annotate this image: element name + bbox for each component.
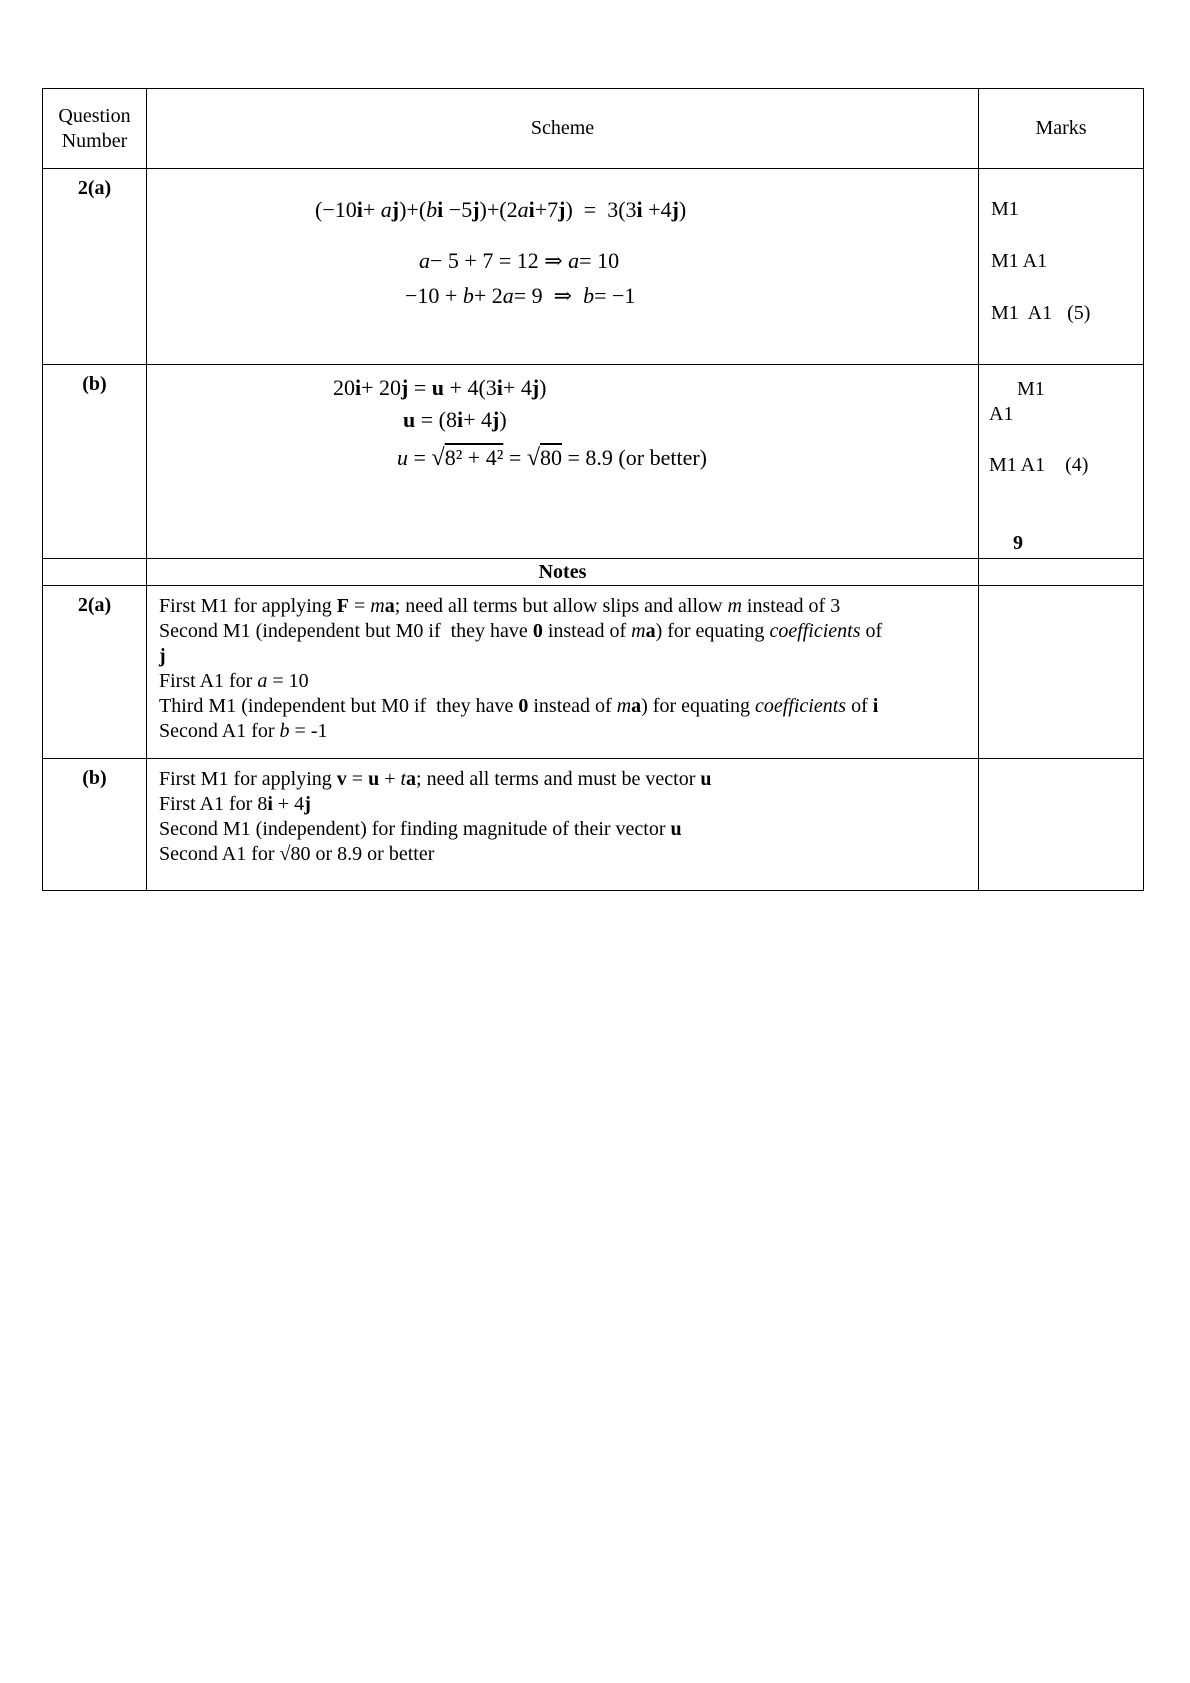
note-line: First M1 for applying F = ma; need all terms but allow slips and allow m instead of 3 [159, 595, 841, 617]
marks-2a-3: M1 A1 (5) [991, 302, 1091, 324]
note-line: First A1 for 8i + 4j [159, 793, 311, 815]
notes-question-cell-b [43, 759, 147, 890]
note-line: Second M1 (independent) for finding magnitude of their vector u [159, 818, 682, 840]
equation-2a-2: a− 5 + 7 = 12 ⇒ a= 10 [419, 248, 620, 273]
equation-2a-1: (−10i+ aj)+(bi −5j)+(2ai+7j) = 3(3i +4j) [315, 197, 687, 222]
question-cell-2a [43, 169, 147, 364]
notes-marks-cell-2a [979, 586, 1143, 758]
note-line: First M1 for applying v = u + ta; need all terms and must be vector u [159, 768, 712, 790]
question-label-2a: 2(a) [77, 177, 112, 199]
equation-2a-3: −10 + b+ 2a= 9 ⇒ b= −1 [405, 283, 636, 308]
note-line: Second A1 for b = -1 [159, 720, 328, 742]
marks-total: 9 [1013, 532, 1023, 554]
marks-2a-1: M1 [991, 198, 1019, 220]
row-notes-b [43, 759, 1143, 890]
row-b-scheme [43, 365, 1143, 559]
notes-header-marks-cell [979, 559, 1143, 585]
notes-question-cell-2a [43, 586, 147, 758]
marks-cell-2a [979, 169, 1143, 364]
note-line: First A1 for a = 10 [159, 670, 309, 692]
equation-b-1: 20i+ 20j = u + 4(3i+ 4j) [333, 375, 547, 400]
notes-body-b [147, 759, 979, 890]
scheme-cell-b [147, 365, 979, 558]
question-cell-b [43, 365, 147, 558]
note-line: Second A1 for √80 or 8.9 or better [159, 843, 435, 865]
marks-cell-b [979, 365, 1143, 558]
question-label-b: (b) [82, 373, 107, 395]
row-notes-header [43, 559, 1143, 586]
equation-b-3: u = √8² + 4² = √80 = 8.9 (or better) [397, 444, 707, 471]
note-line: Third M1 (independent but M0 if they have 0 instead of ma) for equating coefficients of i [159, 695, 879, 717]
header-question-number: Question Number [43, 89, 147, 168]
note-line: j [159, 645, 166, 667]
marks-b-3: M1 A1 (4) [989, 454, 1089, 476]
header-scheme: Scheme [147, 89, 979, 168]
notes-marks-cell-b [979, 759, 1143, 890]
scheme-cell-2a [147, 169, 979, 364]
table-header-row [43, 89, 1143, 169]
notes-header-question-cell [43, 559, 147, 585]
notes-title: Notes [147, 559, 979, 585]
equation-b-2: u = (8i+ 4j) [403, 407, 507, 432]
marks-b-1: M1 [1017, 378, 1045, 400]
row-2a-scheme [43, 169, 1143, 365]
row-notes-2a [43, 586, 1143, 759]
note-line: Second M1 (independent but M0 if they have 0 instead of ma) for equating coefficients of [159, 620, 883, 642]
mark-scheme-table [42, 88, 1144, 891]
notes-body-2a [147, 586, 979, 758]
header-marks: Marks [1035, 117, 1087, 139]
notes-label-b: (b) [82, 767, 107, 789]
notes-label-2a: 2(a) [77, 594, 112, 616]
marks-2a-2: M1 A1 [991, 250, 1048, 272]
marks-b-2: A1 [989, 403, 1014, 425]
